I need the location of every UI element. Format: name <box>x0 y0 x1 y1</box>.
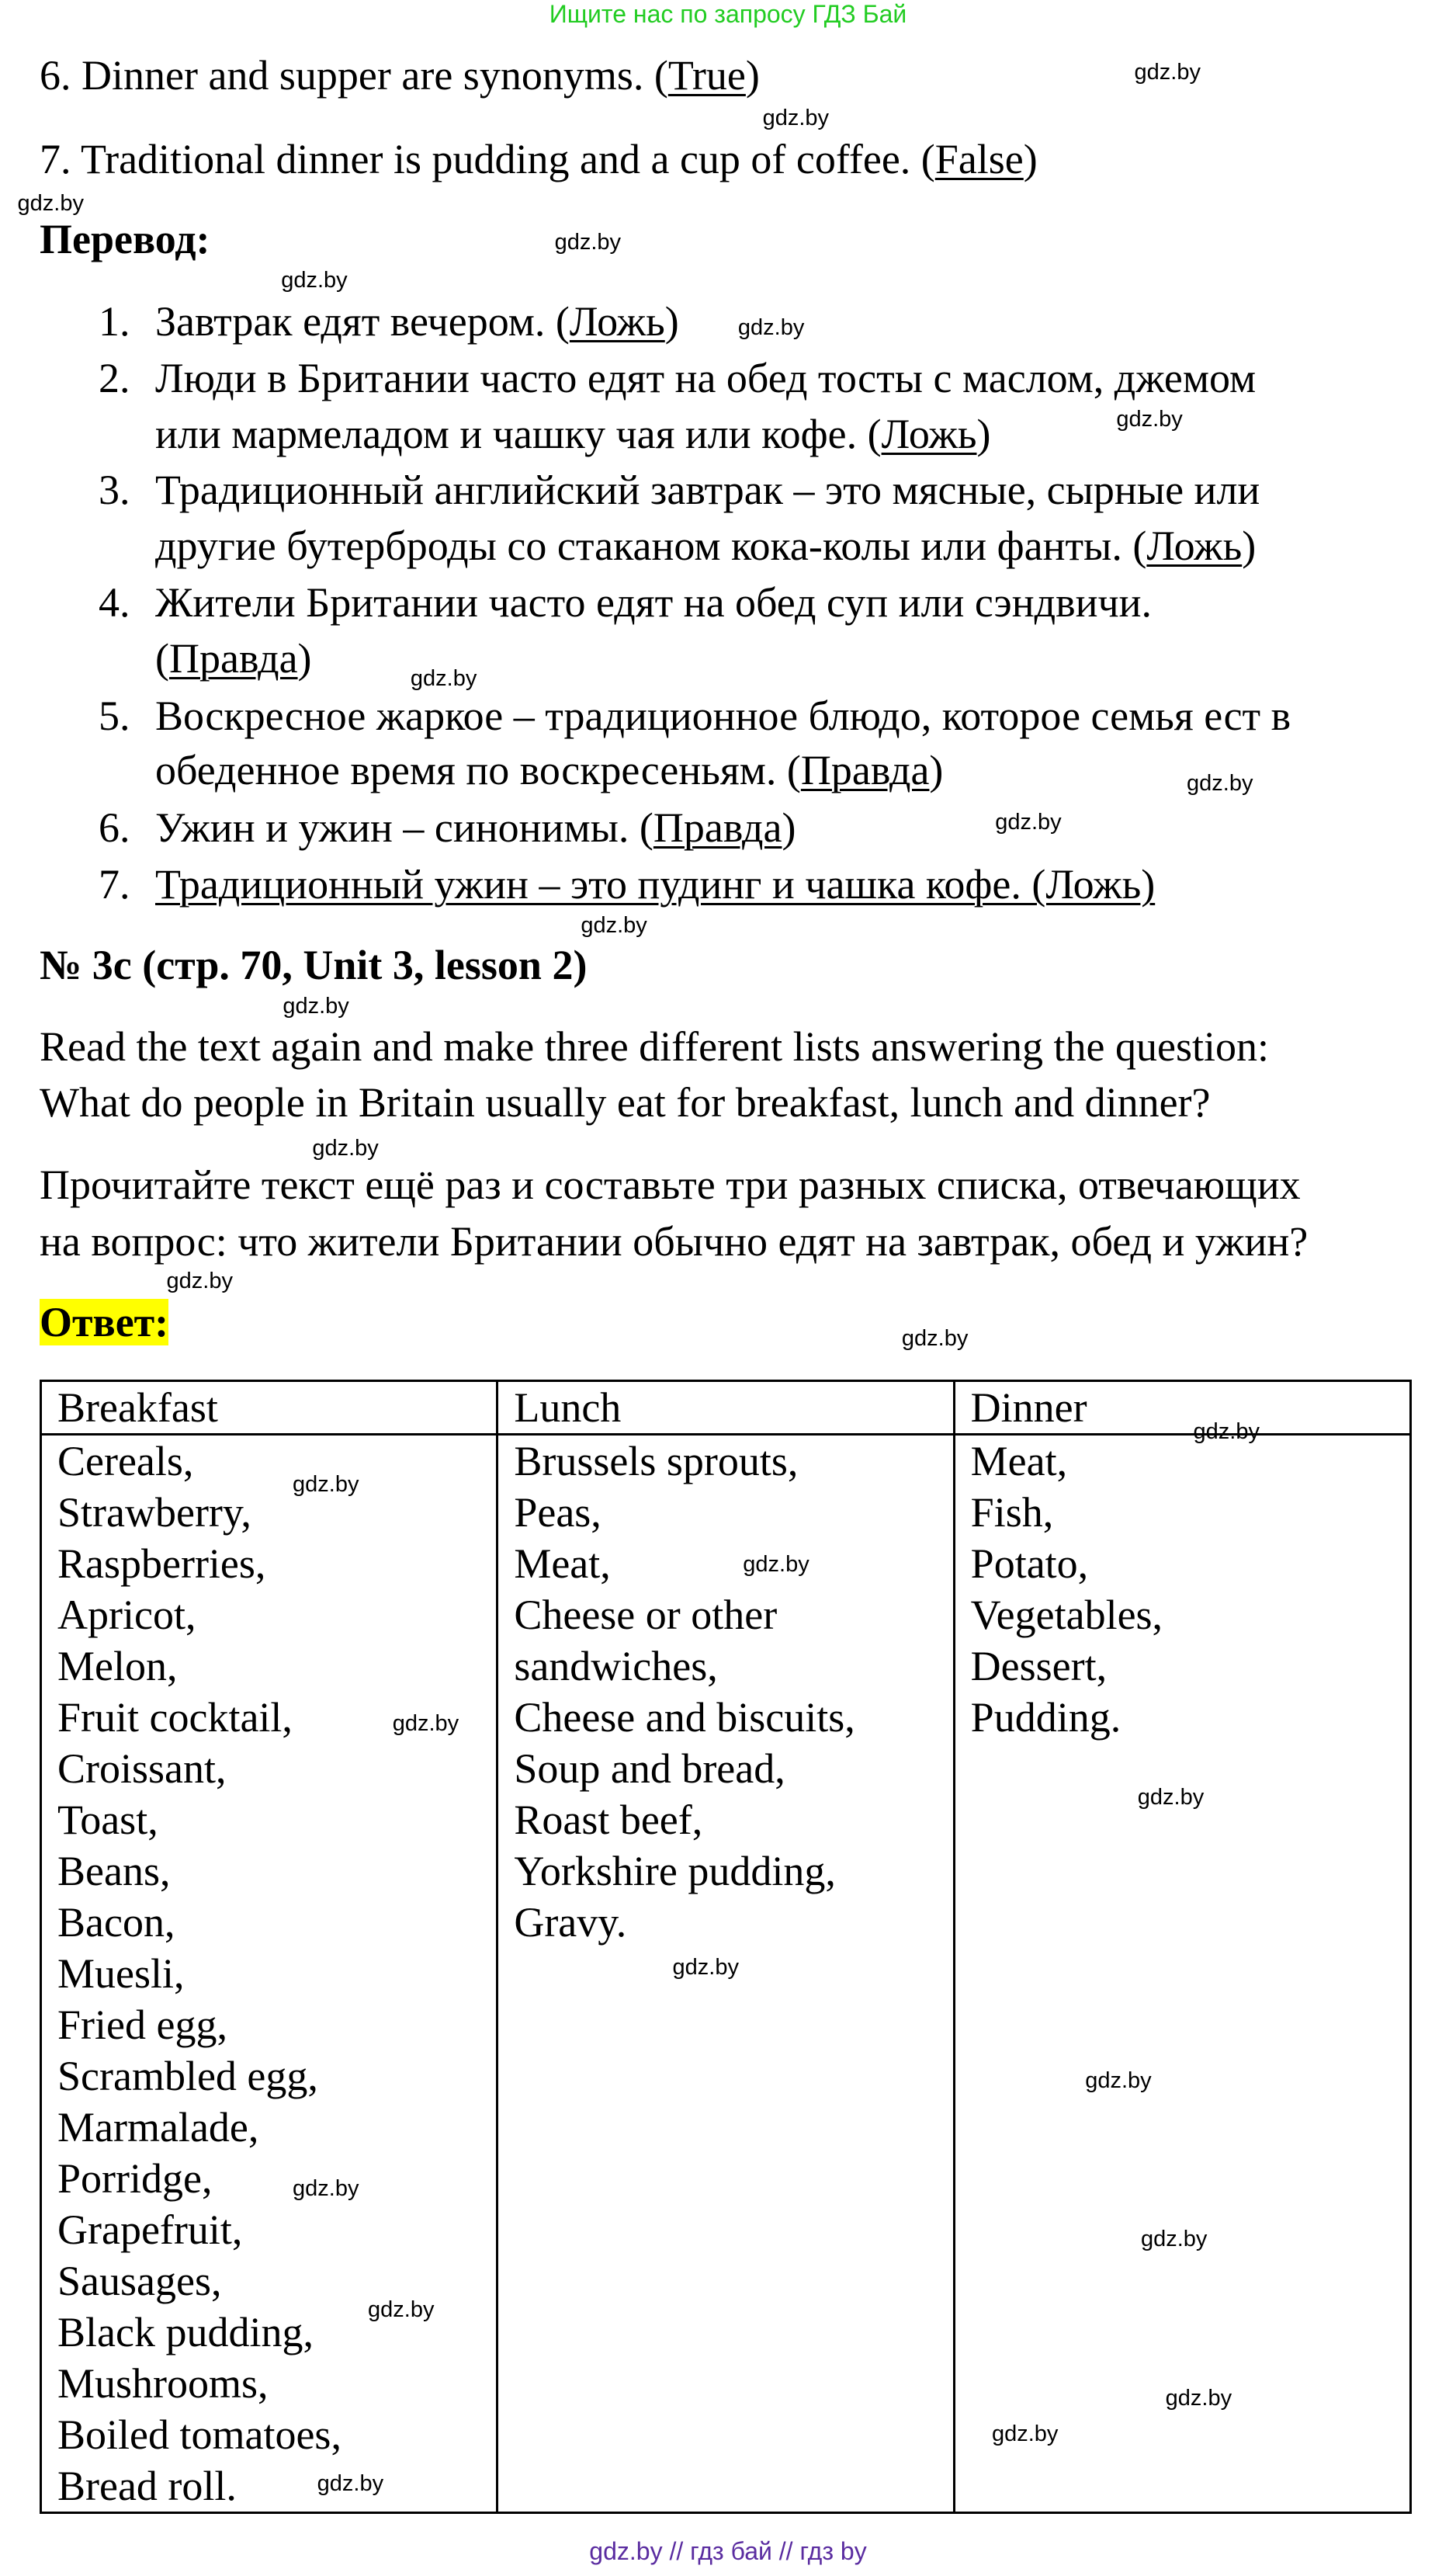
food-item: Meat, <box>970 1438 1068 1484</box>
item-number: 1. <box>99 297 130 345</box>
watermark: gdz.by <box>166 1269 233 1294</box>
translation-item-3 <box>155 467 1260 512</box>
watermark: gdz.by <box>368 2297 435 2323</box>
translation-item-7 <box>155 862 1155 907</box>
text-segment: ) <box>745 52 760 99</box>
search-banner: Ищите нас по запросу ГДЗ Бай <box>549 0 907 28</box>
watermark: gdz.by <box>410 665 477 691</box>
translation-item-2 <box>155 356 1256 401</box>
text-segment: ) <box>297 635 312 682</box>
translation-item-4 <box>155 636 312 681</box>
text-segment: Воскресное жаркое – традиционное блюдо, которое семья ест в <box>155 693 1291 740</box>
task-russian: Прочитайте текст ещё раз и составьте три разных списка, отвечающих <box>40 1161 1301 1208</box>
food-item: Cheese and biscuits, <box>514 1694 855 1741</box>
text-segment: ) <box>976 411 991 458</box>
text-segment: 6. Dinner and supper are synonyms. ( <box>40 52 668 99</box>
item-number: 4. <box>99 579 130 627</box>
food-item: Soup and bread, <box>514 1745 785 1792</box>
translation-item-5 <box>155 693 1291 738</box>
watermark: gdz.by <box>317 2470 384 2496</box>
food-item: Croissant, <box>57 1745 227 1792</box>
task-russian: на вопрос: что жители Британии обычно едят на завтрак, обед и ужин? <box>40 1218 1309 1265</box>
food-item: Grapefruit, <box>57 2206 243 2253</box>
answer-verdict: Ложь <box>881 411 977 458</box>
food-item: Melon, <box>57 1643 178 1689</box>
food-item: Roast beef, <box>514 1797 703 1843</box>
watermark: gdz.by <box>1137 1784 1205 1810</box>
food-item: Apricot, <box>57 1592 196 1638</box>
text-segment: Люди в Британии часто едят на обед тосты с маслом, джемом <box>155 355 1257 402</box>
meals-table <box>40 1380 1412 2514</box>
footer-links[interactable]: gdz.by // гдз бай // гдз by <box>589 2537 867 2565</box>
food-item: Toast, <box>57 1797 158 1843</box>
text-segment: ) <box>1242 522 1257 569</box>
translation-item-1 <box>155 299 679 344</box>
food-item: Marmalade, <box>57 2104 259 2151</box>
food-item: Cereals, <box>57 1438 194 1484</box>
text-segment: Жители Британии часто едят на обед суп или сэндвичи. <box>155 579 1153 627</box>
food-item: Boiled tomatoes, <box>57 2411 341 2458</box>
header-dinner: Dinner <box>954 1381 1410 1435</box>
watermark: gdz.by <box>554 230 622 255</box>
text-segment: 7. Traditional dinner is pudding and a cup of coffee. ( <box>40 135 935 182</box>
food-item: Sausages, <box>57 2258 222 2304</box>
watermark: gdz.by <box>743 1552 809 1578</box>
food-item: Bread roll. <box>57 2463 237 2509</box>
translation-item-3 <box>155 523 1256 568</box>
food-item: Potato, <box>970 1540 1089 1587</box>
food-item: Yorkshire pudding, <box>514 1848 836 1894</box>
food-item: Peas, <box>514 1489 601 1536</box>
header-breakfast: Breakfast <box>41 1381 497 1435</box>
translation-item-4 <box>155 580 1152 625</box>
watermark: gdz.by <box>1187 770 1253 796</box>
watermark: gdz.by <box>17 190 84 216</box>
translation-heading: Перевод: <box>40 216 210 263</box>
text-segment: ) <box>664 297 679 345</box>
answer-verdict: True <box>667 52 746 99</box>
watermark: gdz.by <box>293 1471 359 1497</box>
item-number: 5. <box>99 693 130 740</box>
food-item: Muesli, <box>57 1950 185 1997</box>
answer-verdict: Правда <box>800 746 930 793</box>
text-segment: ) <box>1023 135 1038 182</box>
watermark: gdz.by <box>283 993 349 1019</box>
food-item: Gravy. <box>514 1899 627 1946</box>
watermark: gdz.by <box>1165 2386 1232 2411</box>
watermark: gdz.by <box>995 810 1062 835</box>
exercise-title: № 3c (стр. 70, Unit 3, lesson 2) <box>40 941 588 988</box>
food-item: Strawberry, <box>57 1489 251 1536</box>
watermark: gdz.by <box>312 1136 379 1161</box>
statement-7 <box>40 137 1038 182</box>
food-item: Pudding. <box>970 1694 1121 1741</box>
translation-item-6 <box>155 805 796 850</box>
statement-6 <box>40 53 760 98</box>
answer-verdict: Ложь <box>569 297 665 345</box>
answer-verdict: Традиционный ужин – это пудинг и чашка кофе. (Ложь) <box>155 861 1156 908</box>
answer-verdict: False <box>934 135 1024 182</box>
watermark: gdz.by <box>1134 59 1201 85</box>
watermark: gdz.by <box>392 1710 459 1736</box>
food-item: Black pudding, <box>57 2309 314 2355</box>
answer-verdict: Ложь <box>1146 522 1243 569</box>
food-item: Fish, <box>970 1489 1054 1536</box>
watermark: gdz.by <box>991 2421 1059 2447</box>
text-segment: ) <box>929 746 944 793</box>
item-number: 7. <box>99 861 130 908</box>
food-item: Brussels sprouts, <box>514 1438 799 1484</box>
food-item: Raspberries, <box>57 1540 266 1587</box>
food-item: Mushrooms, <box>57 2360 269 2407</box>
answer-verdict: Правда <box>168 635 298 682</box>
breakfast-list <box>41 1435 497 2513</box>
item-number: 2. <box>99 355 130 402</box>
watermark: gdz.by <box>737 315 805 340</box>
dinner-list <box>954 1435 1410 2513</box>
watermark: gdz.by <box>281 267 348 293</box>
answer-highlight: Ответ: <box>40 1298 169 1345</box>
answer-verdict: Правда <box>653 804 782 851</box>
text-segment: обеденное время по воскресеньям. ( <box>155 746 801 793</box>
food-item: Cheese or other <box>514 1592 778 1638</box>
text-segment: другие бутерброды со стаканом кока-колы или фанты. ( <box>155 522 1147 569</box>
food-item: Vegetables, <box>970 1592 1163 1638</box>
item-number: 3. <box>99 466 130 513</box>
food-item: Porridge, <box>57 2155 213 2202</box>
food-item: Fruit cocktail, <box>57 1694 293 1741</box>
watermark: gdz.by <box>1116 407 1183 432</box>
answer-label <box>40 1300 168 1345</box>
task-english: What do people in Britain usually eat for breakfast, lunch and dinner? <box>40 1079 1211 1127</box>
text-segment: Ужин и ужин – синонимы. ( <box>155 804 653 851</box>
watermark: gdz.by <box>293 2175 359 2201</box>
watermark: gdz.by <box>1140 2227 1208 2252</box>
food-item: Beans, <box>57 1848 171 1894</box>
watermark: gdz.by <box>1085 2067 1152 2093</box>
food-item: Scrambled egg, <box>57 2053 318 2099</box>
watermark: gdz.by <box>762 105 830 130</box>
food-item: Bacon, <box>57 1899 175 1946</box>
food-item: Dessert, <box>970 1643 1108 1689</box>
food-item: sandwiches, <box>514 1643 718 1689</box>
food-item: Fried egg, <box>57 2001 227 2048</box>
text-segment: Завтрак едят вечером. ( <box>155 297 570 345</box>
item-number: 6. <box>99 804 130 851</box>
header-lunch: Lunch <box>497 1381 954 1435</box>
translation-item-2 <box>155 411 990 457</box>
watermark: gdz.by <box>672 1955 739 1981</box>
food-item: Meat, <box>514 1540 611 1587</box>
watermark: gdz.by <box>1193 1419 1260 1445</box>
task-english: Read the text again and make three different lists answering the question: <box>40 1023 1270 1071</box>
text-segment: Традиционный английский завтрак – это мясные, сырные или <box>155 466 1260 513</box>
text-segment: ) <box>782 804 796 851</box>
watermark: gdz.by <box>901 1325 969 1351</box>
translation-item-5 <box>155 748 943 793</box>
watermark: gdz.by <box>581 913 647 939</box>
text-segment: ( <box>155 635 169 682</box>
text-segment: или мармеладом и чашку чая или кофе. ( <box>155 411 882 458</box>
